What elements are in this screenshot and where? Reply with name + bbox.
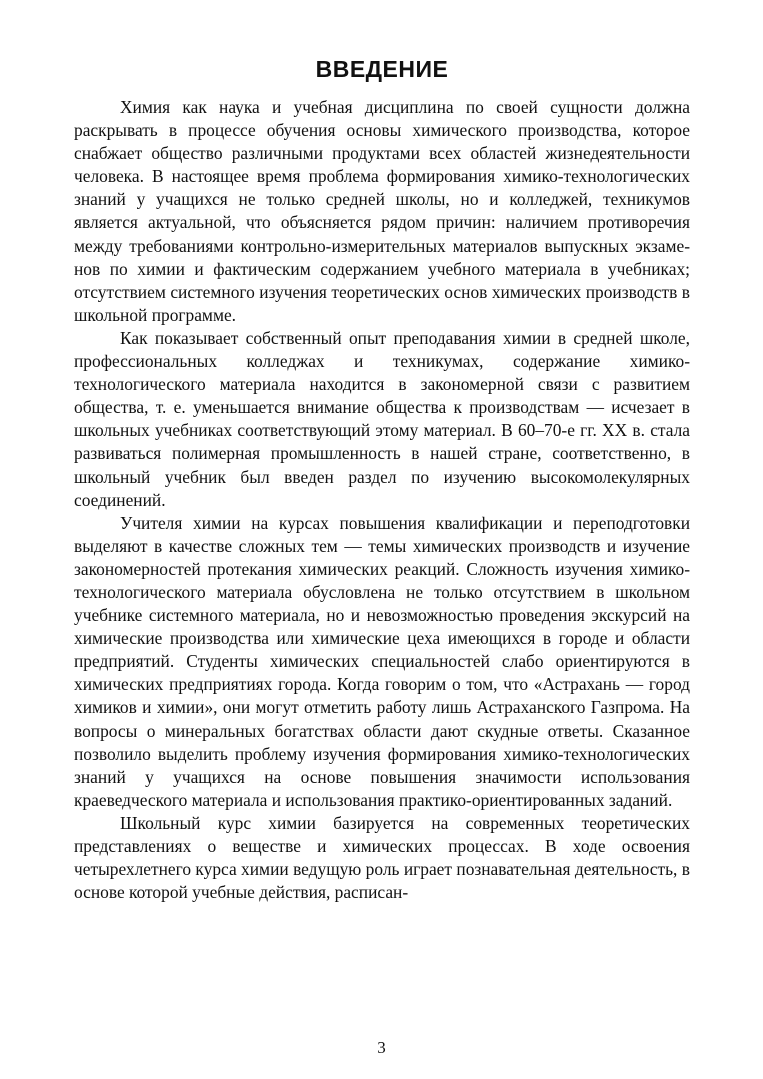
paragraph: Школьный курс химии базируется на современных теоретических представлениях о веществе и химических процессах. В ходе освоения четырехлетнего курса химии ведущую роль играет познавательная деятельность, в основе которой учебные действия, расписан- bbox=[74, 812, 690, 903]
document-page bbox=[74, 54, 690, 904]
section-title: ВВЕДЕНИЕ bbox=[315, 56, 449, 82]
paragraph: Химия как наука и учебная дисциплина по своей сущности должна раскрывать в процессе обучения основы химического производства, которое снабжает общество различными продуктами всех областей жизнедеятельности человека. В настоящее время проблема формирования химико-технологических знаний у учащихся не только средней школы, но и колледжей, техникумов является актуальной, что объясняется рядом причин: наличием противоречия между требованиями контрольно-измерительных материалов выпускных экзаменов по химии и фактическим содержанием учебного материала в учебниках; отсутствием системного изучения теоретических основ химических производств в школьной программе. bbox=[74, 97, 690, 325]
paragraph: Как показывает собственный опыт преподавания химии в средней школе, профессиональных колледжах и техникумах, содержание химико-технологического материала находится в закономерной связи с развитием общества, т. е. уменьшается внимание общества к производствам — исчезает в школьных учебниках соответствующий этому материал. В 60–70-е гг. XX в. стала развиваться полимерная промышленность в нашей стране, соответственно, в школьный учебник был введен раздел по изучению высокомолекулярных соединений. bbox=[74, 327, 690, 510]
paragraph: Учителя химии на курсах повышения квалификации и переподготовки выделяют в качестве сложных тем — темы химических производств и изучение закономерностей протекания химических реакций. Сложность изучения химико-технологического материала обусловлена не только отсутствием в школьном учебнике системного материала, но и невозможностью проведения экскурсий на химические производства или химические цеха имеющихся в городе и области предприятий. Студенты химических специальностей слабо ориентируются в химических предприятиях города. Когда говорим о том, что «Астрахань — город химиков и химии», они могут отметить работу лишь Астраханского Газпрома. На вопросы о минеральных богатствах области дают скудные ответы. Сказанное позволило выделить проблему изучения формирования химико-технологических знаний у учащихся на основе повышения значимости использования краеведческого материала и использования практико-ориентированных заданий. bbox=[74, 512, 690, 810]
page-number: 3 bbox=[377, 1038, 386, 1057]
